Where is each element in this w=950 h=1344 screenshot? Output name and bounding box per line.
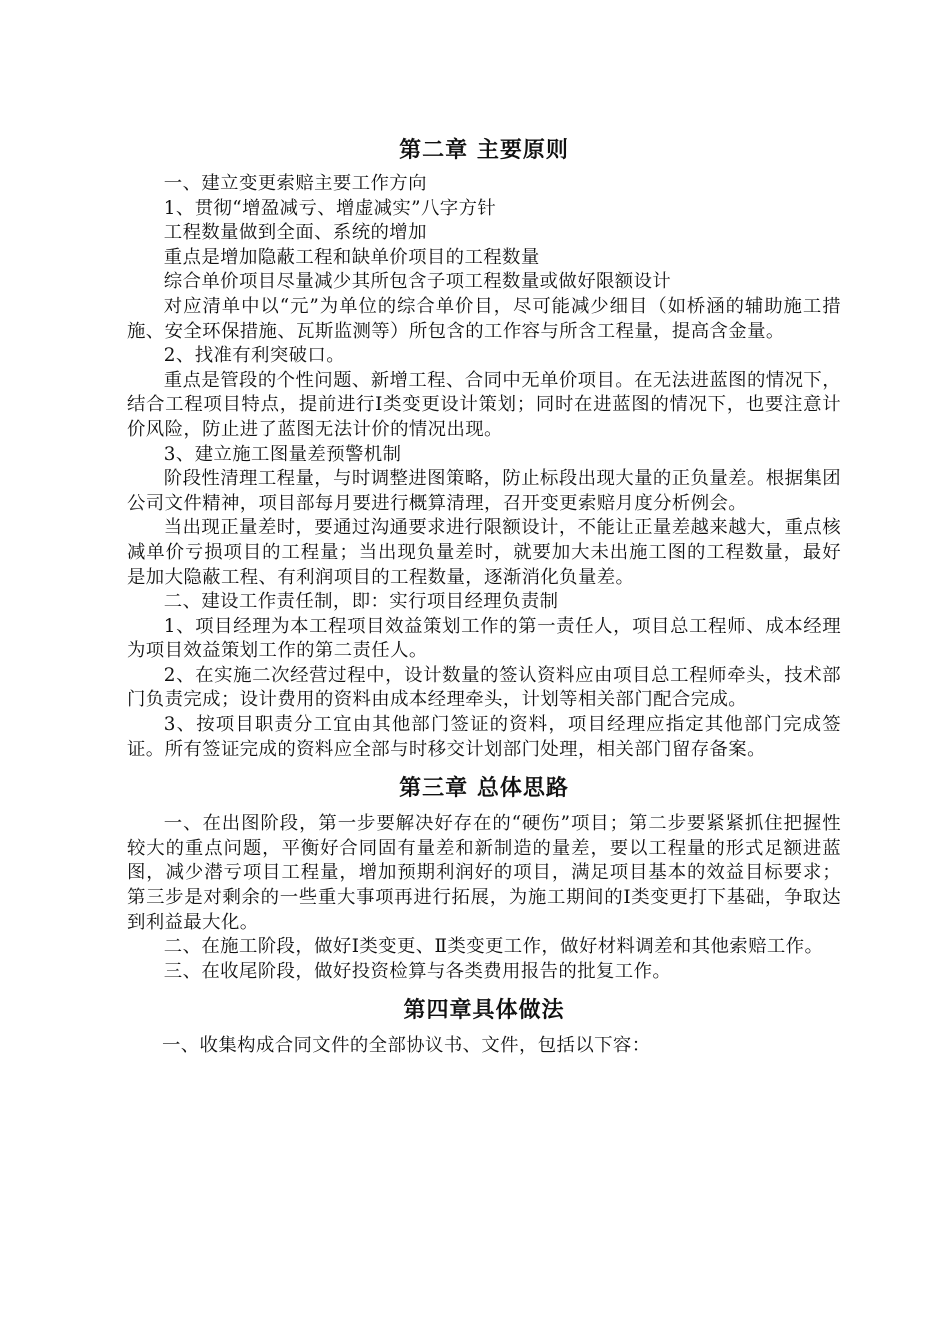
paragraph: 1、贯彻“增盈减亏、增虚减实”八字方针 xyxy=(163,197,497,219)
paragraph: 三、在收尾阶段，做好投资检算与各类费用报告的批复工作。 xyxy=(163,960,672,982)
paragraph: 3、建立施工图量差预警机制 xyxy=(163,443,402,465)
chapter2-body xyxy=(127,172,841,762)
paragraph: 一、收集构成合同文件的全部协议书、文件，包括以下容： xyxy=(161,1035,651,1057)
paragraph: 工程数量做到全面、系统的增加 xyxy=(163,222,427,244)
paragraph: 当出现正量差时，要通过沟通要求进行限额设计，不能让正量差越来越大，重点核减单价亏损项目的工程量；当出现负量差时，就要加大未出施工图的工程数量，最好是加大隐蔽工程、有利润项目的工程数量，逐渐消化负量差。 xyxy=(127,517,841,588)
paragraph: 1、项目经理为本工程项目效益策划工作的第一责任人，项目总工程师、成本经理为项目效益策划工作的第二责任人。 xyxy=(127,615,841,662)
paragraph: 综合单价项目尽量减少其所包含子项工程数量或做好限额设计 xyxy=(163,271,672,293)
chapter4-body xyxy=(127,1034,841,1059)
paragraph: 3、按项目职责分工宜由其他部门签证的资料，项目经理应指定其他部门完成签证。所有签证完成的资料应全部与时移交计划部门处理，相关部门留存备案。 xyxy=(127,714,841,760)
paragraph: 一、建立变更索赔主要工作方向 xyxy=(163,173,427,194)
chapter3-body xyxy=(127,812,841,984)
paragraph: 2、找准有利突破口。 xyxy=(163,345,346,367)
paragraph: 重点是增加隐蔽工程和缺单价项目的工程数量 xyxy=(163,246,540,268)
paragraph: 重点是管段的个性问题、新增工程、合同中无单价项目。在无法进蓝图的情况下，结合工程项目特点，提前进行Ⅰ类变更设计策划；同时在进蓝图的情况下，也要注意计价风险，防止进了蓝图无法计价的情况出现。 xyxy=(127,369,841,440)
chapter4-title: 第四章具体做法 xyxy=(403,997,565,1024)
chapter2-title: 第二章 主要原则 xyxy=(399,137,569,163)
chapter3-title: 第三章 总体思路 xyxy=(399,775,569,802)
paragraph: 2、在实施二次经营过程中，设计数量的签认资料应由项目总工程师牵头，技术部门负责完成；设计费用的资料由成本经理牵头，计划等相关部门配合完成。 xyxy=(127,664,841,711)
paragraph: 对应清单中以“元”为单位的综合单价目，尽可能减少细目（如桥涵的辅助施工措施、安全环保措施、瓦斯监测等）所包含的工作容与所含工程量，提高含金量。 xyxy=(127,295,841,342)
paragraph: 二、在施工阶段，做好Ⅰ类变更、Ⅱ类变更工作，做好材料调差和其他索赔工作。 xyxy=(163,936,824,958)
document-content xyxy=(127,130,841,1059)
paragraph: 阶段性清理工程量，与时调整进图策略，防止标段出现大量的正负量差。根据集团公司文件精神，项目部每月要进行概算清理，召开变更索赔月度分析例会。 xyxy=(127,468,841,514)
paragraph: 一、在出图阶段，第一步要解决好存在的“硬伤”项目；第二步要紧紧抓住把握性较大的重点问题，平衡好合同固有量差和新制造的量差，要以工程量的形式足额进蓝图，减少潜亏项目工程量，增加预期利润好的项目，满足项目基本的效益目标要求；第三步是对剩余的一些重大事项再进行拓展，为施工期间的Ⅰ类变更打下基础，争取达到利益最大化。 xyxy=(127,813,841,933)
paragraph: 二、建设工作责任制，即：实行项目经理负责制 xyxy=(163,591,559,613)
